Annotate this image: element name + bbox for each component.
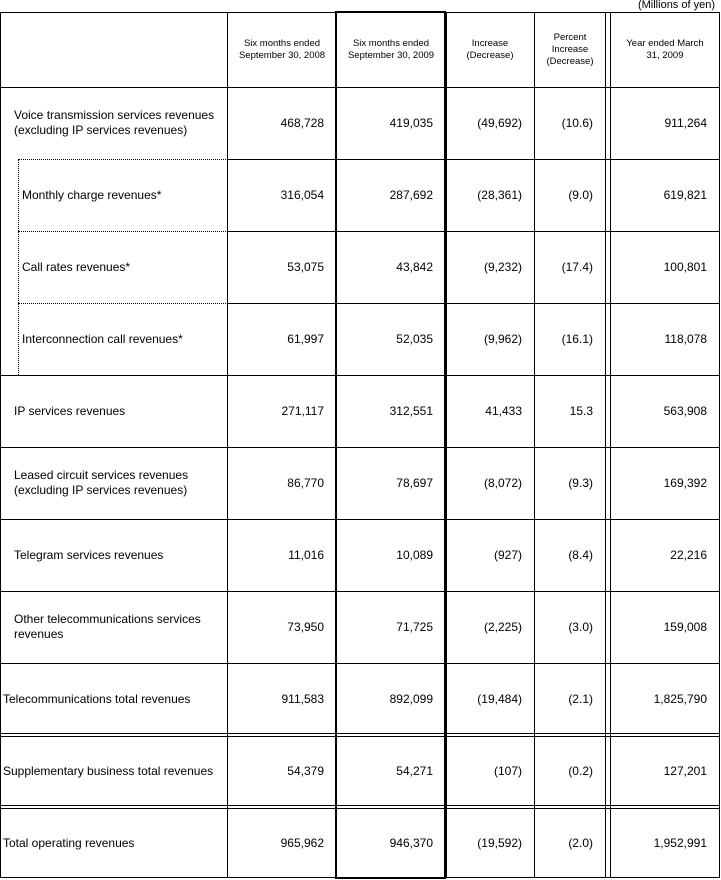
row-label: Telecommunications total revenues <box>3 691 191 706</box>
cell-v1: 53,075 <box>287 259 324 274</box>
cell-v4: (10.6) <box>561 115 593 130</box>
cell-v3: (9,232) <box>483 259 522 274</box>
cell-v4: (2.0) <box>568 835 593 850</box>
row-label: Interconnection call revenues* <box>22 331 183 346</box>
cell-v4: (0.2) <box>568 763 593 778</box>
rule-line <box>0 519 719 520</box>
cell-v5: 619,821 <box>663 187 707 202</box>
cell-v3: (28,361) <box>477 187 522 202</box>
table-row <box>0 159 721 231</box>
cell-v5: 1,952,991 <box>653 835 707 850</box>
column-rule <box>227 12 228 878</box>
cell-v3: (8,072) <box>483 475 522 490</box>
cell-v3: (19,484) <box>477 691 522 706</box>
cell-v2: 312,551 <box>389 403 433 418</box>
cell-v5: 159,008 <box>663 619 707 634</box>
cell-v3: (19,592) <box>477 835 522 850</box>
table-row <box>0 591 721 663</box>
cell-v4: (2.1) <box>568 691 593 706</box>
cell-v4: (3.0) <box>568 619 593 634</box>
cell-v2: 287,692 <box>389 187 433 202</box>
cell-v5: 563,908 <box>663 403 707 418</box>
rule-line <box>0 591 719 592</box>
cell-v4: (9.0) <box>568 187 593 202</box>
header-col1: Six months ended September 30, 2008 <box>238 37 326 61</box>
table-row <box>0 375 721 447</box>
column-rule <box>610 12 611 878</box>
row-label: Supplementary business total revenues <box>3 763 214 778</box>
cell-v1: 61,997 <box>287 331 324 346</box>
table-row <box>0 87 721 159</box>
cell-v2: 10,089 <box>396 547 433 562</box>
table-row <box>0 519 721 591</box>
cell-v3: (107) <box>493 763 522 778</box>
header-col3: Increase (Decrease) <box>466 37 514 61</box>
table-row <box>0 663 721 735</box>
row-label: Monthly charge revenues* <box>22 187 162 202</box>
cell-v1: 54,379 <box>287 763 324 778</box>
cell-v1: 86,770 <box>287 475 324 490</box>
cell-v1: 965,962 <box>280 835 324 850</box>
table-row <box>0 735 721 807</box>
column-rule <box>446 12 447 878</box>
unit-note: (Millions of yen) <box>637 0 715 11</box>
rule-line <box>0 375 719 376</box>
cell-v1: 11,016 <box>288 547 324 562</box>
cell-v1: 271,117 <box>281 403 324 418</box>
column-rule <box>0 12 1 878</box>
dotted-rule <box>18 159 228 160</box>
row-label: Telegram services revenues <box>14 547 164 562</box>
row-label: Other telecommunications services revenues <box>14 612 201 641</box>
table-row <box>0 231 721 303</box>
rule-line <box>0 808 719 809</box>
cell-v2: 71,725 <box>396 619 433 634</box>
cell-v5: 169,392 <box>663 475 707 490</box>
cell-v2: 946,370 <box>389 835 433 850</box>
cell-v5: 1,825,790 <box>653 691 707 706</box>
rule-line <box>228 159 719 160</box>
column-rule <box>335 12 337 878</box>
cell-v2: 78,697 <box>396 475 433 490</box>
cell-v1: 911,583 <box>281 691 324 706</box>
column-rule <box>719 12 720 878</box>
cell-v3: 41,433 <box>485 403 522 418</box>
rule-line <box>0 736 719 737</box>
cell-v5: 100,801 <box>663 259 707 274</box>
row-label: Voice transmission services revenues (excluding IP services revenues) <box>14 108 215 137</box>
rule-line <box>0 87 719 88</box>
header-col5: Year ended March 31, 2009 <box>626 37 704 61</box>
cell-v3: (2,225) <box>483 619 522 634</box>
cell-v2: 52,035 <box>396 331 433 346</box>
column-rule <box>534 12 535 878</box>
cell-v4: (9.3) <box>568 475 593 490</box>
row-label: Leased circuit services revenues (excluding IP services revenues) <box>14 468 189 497</box>
rule-line <box>0 805 719 806</box>
cell-v3: (9,962) <box>483 331 522 346</box>
rule-line <box>335 11 446 13</box>
row-label: Total operating revenues <box>3 835 135 850</box>
header-col4: Percent Increase (Decrease) <box>546 31 594 67</box>
cell-v2: 43,842 <box>396 259 433 274</box>
cell-v5: 22,216 <box>670 547 707 562</box>
dotted-rule <box>18 159 19 375</box>
cell-v4: 15.3 <box>569 403 593 418</box>
column-rule <box>605 12 606 878</box>
rule-line <box>0 663 719 664</box>
cell-v2: 892,099 <box>389 691 433 706</box>
table-row <box>0 807 721 879</box>
rule-line <box>0 733 719 734</box>
cell-v2: 419,035 <box>389 115 433 130</box>
table-row <box>0 447 721 519</box>
dotted-rule <box>18 231 228 232</box>
rule-line <box>335 877 446 879</box>
rule-line <box>0 447 719 448</box>
row-label: IP services revenues <box>14 403 126 418</box>
cell-v1: 316,054 <box>280 187 324 202</box>
cell-v4: (16.1) <box>561 331 593 346</box>
cell-v5: 127,201 <box>663 763 707 778</box>
table-row <box>0 303 721 375</box>
cell-v3: (927) <box>493 547 522 562</box>
cell-v5: 118,078 <box>664 331 707 346</box>
header-col2: Six months ended September 30, 2009 <box>347 37 435 61</box>
rule-line <box>228 231 719 232</box>
cell-v1: 73,950 <box>287 619 324 634</box>
column-rule <box>444 12 446 878</box>
cell-v4: (8.4) <box>568 547 593 562</box>
cell-v5: 911,264 <box>664 115 707 130</box>
cell-v3: (49,692) <box>477 115 522 130</box>
cell-v2: 54,271 <box>396 763 433 778</box>
row-label: Call rates revenues* <box>22 259 131 274</box>
cell-v1: 468,728 <box>280 115 324 130</box>
rule-line <box>228 303 719 304</box>
cell-v4: (17.4) <box>561 259 593 274</box>
header-row <box>0 12 721 87</box>
dotted-rule <box>18 303 228 304</box>
